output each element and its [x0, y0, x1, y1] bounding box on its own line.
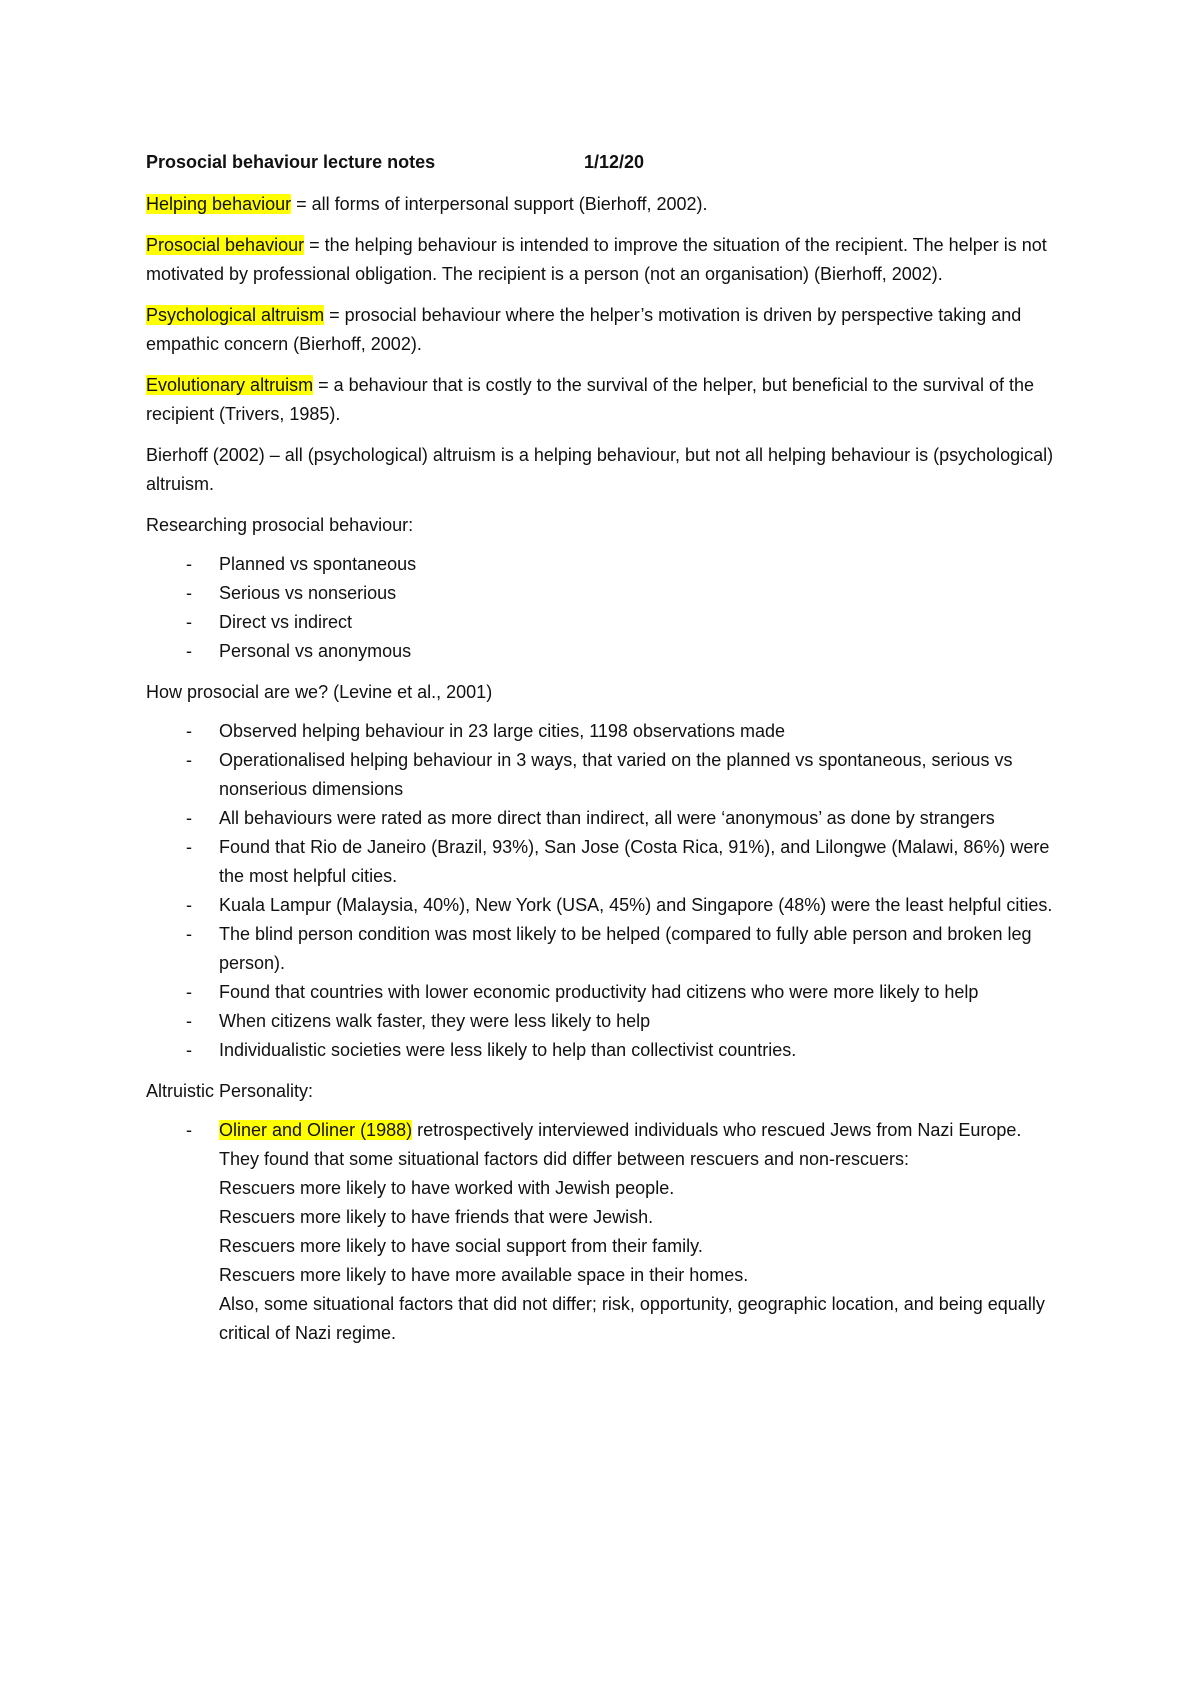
researching-heading: Researching prosocial behaviour: — [146, 515, 414, 535]
dash-bullet: - — [186, 924, 192, 944]
dash-bullet: - — [186, 612, 192, 632]
list-item — [146, 1116, 1066, 1348]
dash-bullet: - — [186, 837, 192, 857]
highlighted-term: Helping behaviour — [146, 194, 292, 214]
dash-bullet: - — [186, 1120, 192, 1140]
list-item: - Planned vs spontaneous — [146, 550, 1066, 579]
definition-psychological-altruism — [146, 301, 1066, 359]
highlighted-term: Oliner and Oliner (1988) — [219, 1120, 413, 1140]
definition-text: = all forms of interpersonal support (Bierhoff, 2002). — [291, 194, 708, 214]
definition-text: = a behaviour that is costly to the survival of the helper, but beneficial to the survival of the recipient (Trivers, 1985). — [146, 375, 1034, 424]
list-item: - Found that countries with lower economic productivity had citizens who were more likely to help — [146, 978, 1066, 1007]
dash-bullet: - — [186, 554, 192, 574]
list-item: - Individualistic societies were less likely to help than collectivist countries. — [146, 1036, 1066, 1065]
bierhoff-note: Bierhoff (2002) – all (psychological) altruism is a helping behaviour, but not all helping behaviour is (psychological) altruism. — [146, 445, 1054, 494]
dash-bullet: - — [186, 750, 192, 770]
oliner-intro: Oliner and Oliner (1988) retrospectively interviewed individuals who rescued Jews from Nazi Europe. They found that some situational factors did differ between rescuers and non-rescuers: — [219, 1120, 1022, 1169]
highlighted-term: Psychological altruism — [146, 305, 325, 325]
levine-heading: How prosocial are we? (Levine et al., 2001) — [146, 682, 493, 702]
dash-bullet: - — [186, 895, 192, 915]
oliner-line: Also, some situational factors that did not differ; risk, opportunity, geographic location, and being equally critical of Nazi regime. — [219, 1294, 1045, 1343]
dash-bullet: - — [186, 721, 192, 741]
document-body — [146, 148, 1066, 1360]
oliner-line: Rescuers more likely to have more available space in their homes. — [219, 1265, 749, 1285]
definition-text: = the helping behaviour is intended to improve the situation of the recipient. The helper is not motivated by professional obligation. The recipient is a person (not an organisation) (Bierhoff, 2002). — [146, 235, 1047, 284]
altruistic-list — [146, 1116, 1066, 1348]
dash-bullet: - — [186, 1011, 192, 1031]
dash-bullet: - — [186, 808, 192, 828]
list-item: - Direct vs indirect — [146, 608, 1066, 637]
list-item: - Operationalised helping behaviour in 3 ways, that varied on the planned vs spontaneous, serious vs nonserious dimensions — [146, 746, 1066, 804]
researching-list — [146, 550, 1066, 666]
highlighted-term: Evolutionary altruism — [146, 375, 314, 395]
levine-list — [146, 717, 1066, 1065]
dash-bullet: - — [186, 641, 192, 661]
list-item: - Observed helping behaviour in 23 large cities, 1198 observations made — [146, 717, 1066, 746]
definition-text: = prosocial behaviour where the helper’s motivation is driven by perspective taking and empathic concern (Bierhoff, 2002). — [146, 305, 1022, 354]
oliner-line: Rescuers more likely to have friends that were Jewish. — [219, 1207, 654, 1227]
list-item: - When citizens walk faster, they were less likely to help — [146, 1007, 1066, 1036]
list-item: - Personal vs anonymous — [146, 637, 1066, 666]
oliner-line: Rescuers more likely to have social support from their family. — [219, 1236, 703, 1256]
list-item: - The blind person condition was most likely to be helped (compared to fully able person and broken leg person). — [146, 920, 1066, 978]
highlighted-term: Prosocial behaviour — [146, 235, 305, 255]
document-date: 1/12/20 — [584, 152, 645, 172]
definition-helping-behaviour — [146, 190, 1066, 219]
dash-bullet: - — [186, 583, 192, 603]
oliner-line: Rescuers more likely to have worked with Jewish people. — [219, 1178, 675, 1198]
list-item: - All behaviours were rated as more direct than indirect, all were ‘anonymous’ as done by strangers — [146, 804, 1066, 833]
definition-evolutionary-altruism — [146, 371, 1066, 429]
altruistic-heading: Altruistic Personality: — [146, 1081, 314, 1101]
document-title: Prosocial behaviour lecture notes — [146, 152, 436, 172]
dash-bullet: - — [186, 982, 192, 1002]
definition-prosocial-behaviour — [146, 231, 1066, 289]
list-item: - Kuala Lampur (Malaysia, 40%), New York (USA, 45%) and Singapore (48%) were the least helpful cities. — [146, 891, 1066, 920]
list-item: - Serious vs nonserious — [146, 579, 1066, 608]
dash-bullet: - — [186, 1040, 192, 1060]
list-item: - Found that Rio de Janeiro (Brazil, 93%), San Jose (Costa Rica, 91%), and Lilongwe (Malawi, 86%) were the most helpful cities. — [146, 833, 1066, 891]
title-row — [146, 148, 1066, 177]
